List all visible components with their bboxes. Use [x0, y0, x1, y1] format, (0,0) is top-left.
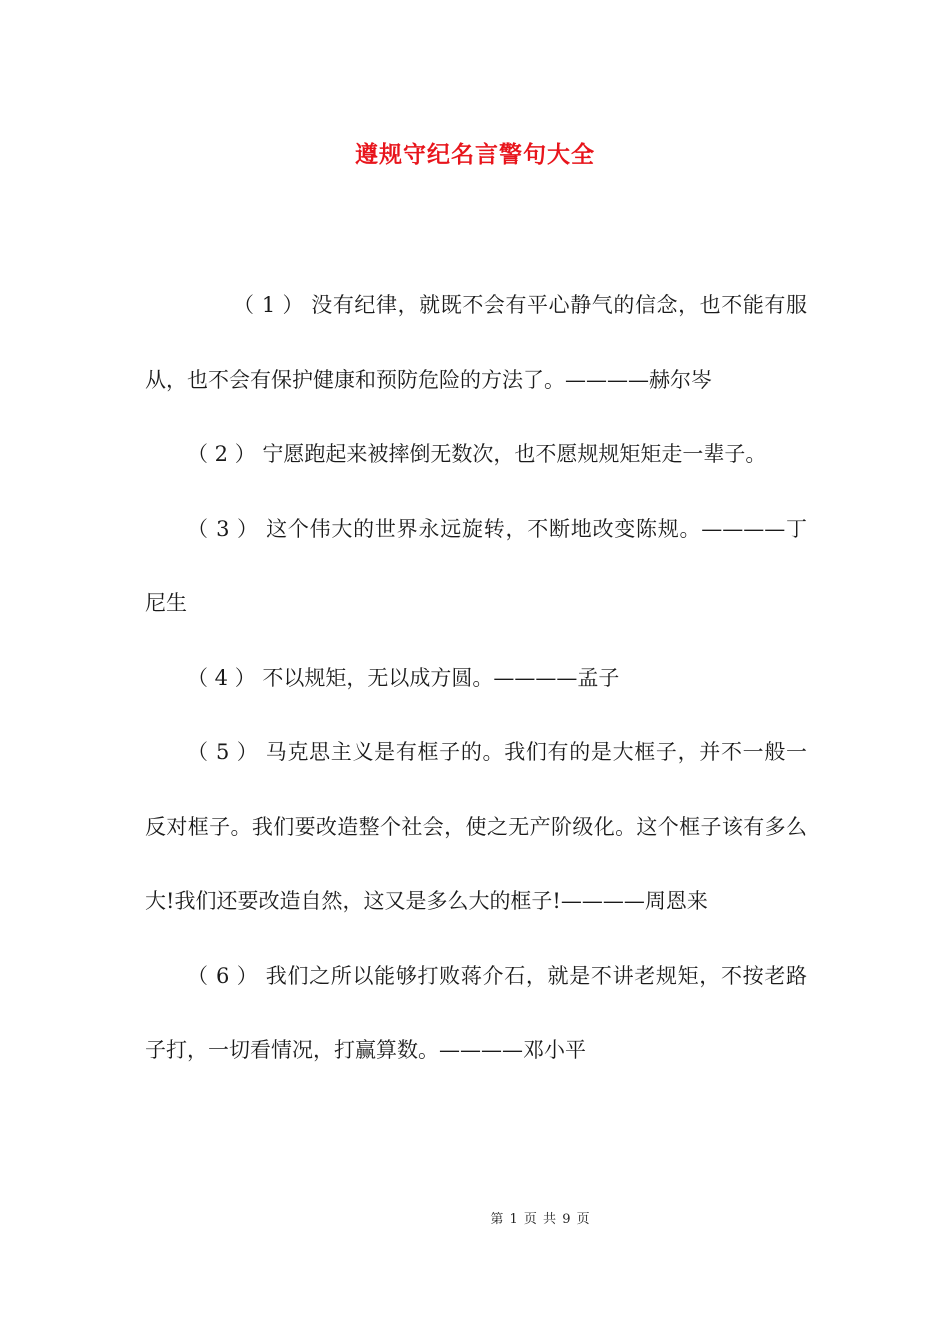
quote-paragraph-3: （ 3 ） 这个伟大的世界永远旋转，不断地改变陈规。————丁尼生: [145, 516, 807, 615]
document-title: 遵规守纪名言警句大全: [355, 141, 595, 168]
quote-paragraph-6: （ 6 ） 我们之所以能够打败蒋介石，就是不讲老规矩，不按老路子打，一切看情况，打赢算数。————邓小平: [145, 963, 807, 1062]
page-number-footer: 第 1 页 共 9 页: [490, 1212, 590, 1227]
quote-paragraph-2: （ 2 ） 宁愿跑起来被摔倒无数次，也不愿规规矩矩走一辈子。: [187, 442, 767, 466]
document-body: [145, 268, 807, 1088]
quote-paragraph-4: （ 4 ） 不以规矩，无以成方圆。————孟子: [187, 665, 620, 690]
quote-paragraph-5: （ 5 ） 马克思主义是有框子的。我们有的是大框子，并不一般一反对框子。我们要改造整个社会，使之无产阶级化。这个框子该有多么大!我们还要改造自然，这又是多么大的框子!————周恩来: [145, 740, 807, 913]
quote-paragraph-1: （ 1 ） 没有纪律，就既不会有平心静气的信念，也不能有服从，也不会有保护健康和预防危险的方法了。————赫尔岑: [145, 293, 807, 392]
